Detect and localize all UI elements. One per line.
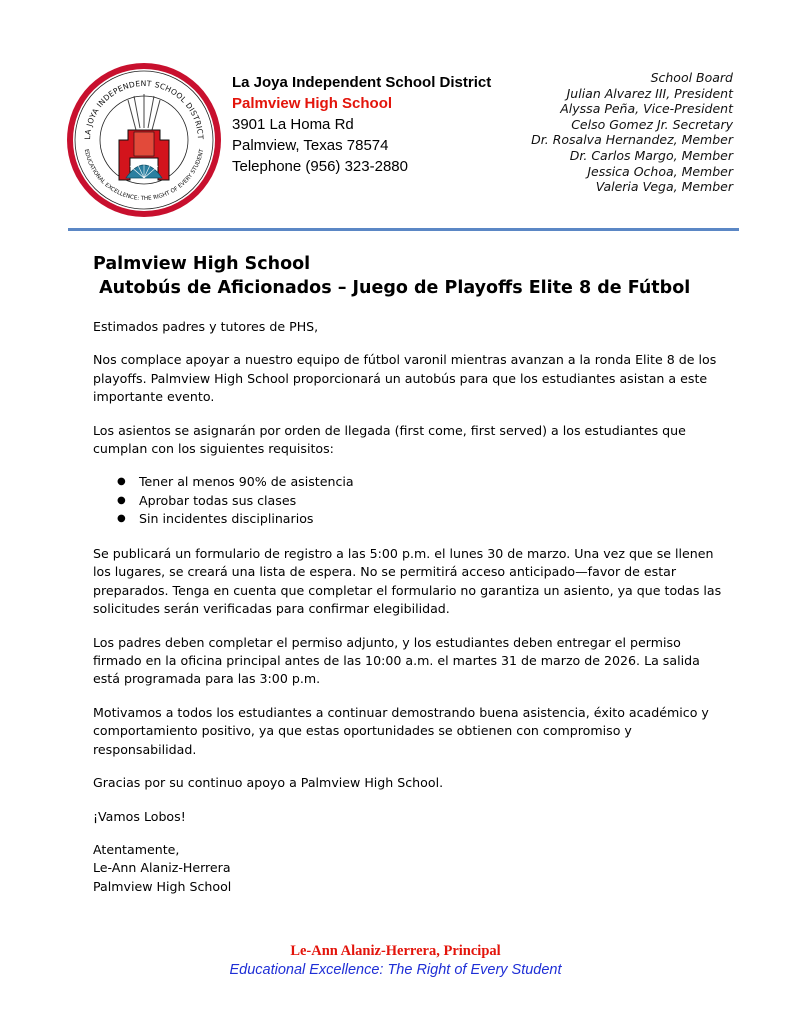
board-member: Valeria Vega, Member [595,179,733,195]
district-seal-logo [64,60,224,220]
paragraph-permission: Los padres deben completar el permiso adjunto, y los estudiantes deben entregar el permiso firmado en la oficina principal antes de las 10:00 a.m. el martes 31 de marzo de 2026. La salida está programada para las 3:00 p.m. [93,634,700,687]
seal-top-text: LA JOYA INDEPENDENT SCHOOL DISTRICT [82,78,206,140]
board-member: Alyssa Peña, Vice-President [560,101,733,117]
paragraph-seating: Los asientos se asignarán por orden de llegada (first come, first served) a los estudiantes que cumplan con los siguientes requisitos: [93,422,686,457]
board-heading: School Board [650,70,733,85]
footer [0,942,791,979]
seal-bottom-text: EDUCATIONAL EXCELLENCE: THE RIGHT OF EVERY STUDENT [82,148,206,203]
telephone: Telephone (956) 323-2880 [232,158,408,175]
address-line-2: Palmview, Texas 78574 [232,137,389,154]
school-board-list [531,70,733,195]
paragraph-encouragement: Motivamos a todos los estudiantes a continuar demostrando buena asistencia, éxito académico y comportamiento positivo, ya que estas oportunidades se obtienen con compromiso y responsabilidad. [93,704,709,757]
signer-name: Le-Ann Alaniz-Herrera [93,860,231,876]
greeting: Estimados padres y tutores de PHS, [93,319,319,334]
footer-motto: Educational Excellence: The Right of Every Student [229,962,562,978]
board-member: Dr. Carlos Margo, Member [569,147,733,163]
district-name: La Joya Independent School District [232,74,492,91]
paragraph-thanks: Gracias por su continuo apoyo a Palmview High School. [93,775,444,791]
closing: Atentamente, [93,841,180,857]
letter-title: Palmview High School [93,254,311,274]
letter-subtitle: Autobús de Aficionados – Juego de Playoffs Elite 8 de Fútbol [99,278,691,298]
board-member: Julian Alvarez III, President [566,85,733,101]
header-divider [68,228,739,231]
paragraph-registration: Se publicará un formulario de registro a las 5:00 p.m. el lunes 30 de marzo. Una vez que se llenen los lugares, se creará una lista de espera. No se permitirá acceso anticipado—favor de estar preparados. Tenga en cuenta que completar el formulario no garantiza un asiento, ya que todas las solicitudes serán verificadas para confirmar elegibilidad. [93,546,722,617]
signer-school: Palmview High School [93,878,232,894]
signature-block [93,841,729,896]
letter-body [93,252,729,896]
address-line-1: 3901 La Homa Rd [232,116,354,133]
paragraph-intro: Nos complace apoyar a nuestro equipo de fútbol varonil mientras avanzan a la ronda Elite 8 de los playoffs. Palmview High School proporcionará un autobús para que los estudiantes asistan a este importante evento. [93,352,717,405]
list-item: ● Sin incidentes disciplinarios [117,510,729,528]
cheer: ¡Vamos Lobos! [93,808,186,824]
board-member: Dr. Rosalva Hernandez, Member [531,132,733,148]
requirements-list [93,473,729,528]
list-item: ● Tener al menos 90% de asistencia [117,473,729,491]
board-member: Celso Gomez Jr. Secretary [571,116,733,132]
board-member: Jessica Ochoa, Member [587,163,733,179]
footer-principal: Le-Ann Alaniz-Herrera, Principal [290,943,501,959]
district-info [232,72,491,177]
school-name: Palmview High School [232,95,393,112]
list-item: ● Aprobar todas sus clases [117,492,729,510]
